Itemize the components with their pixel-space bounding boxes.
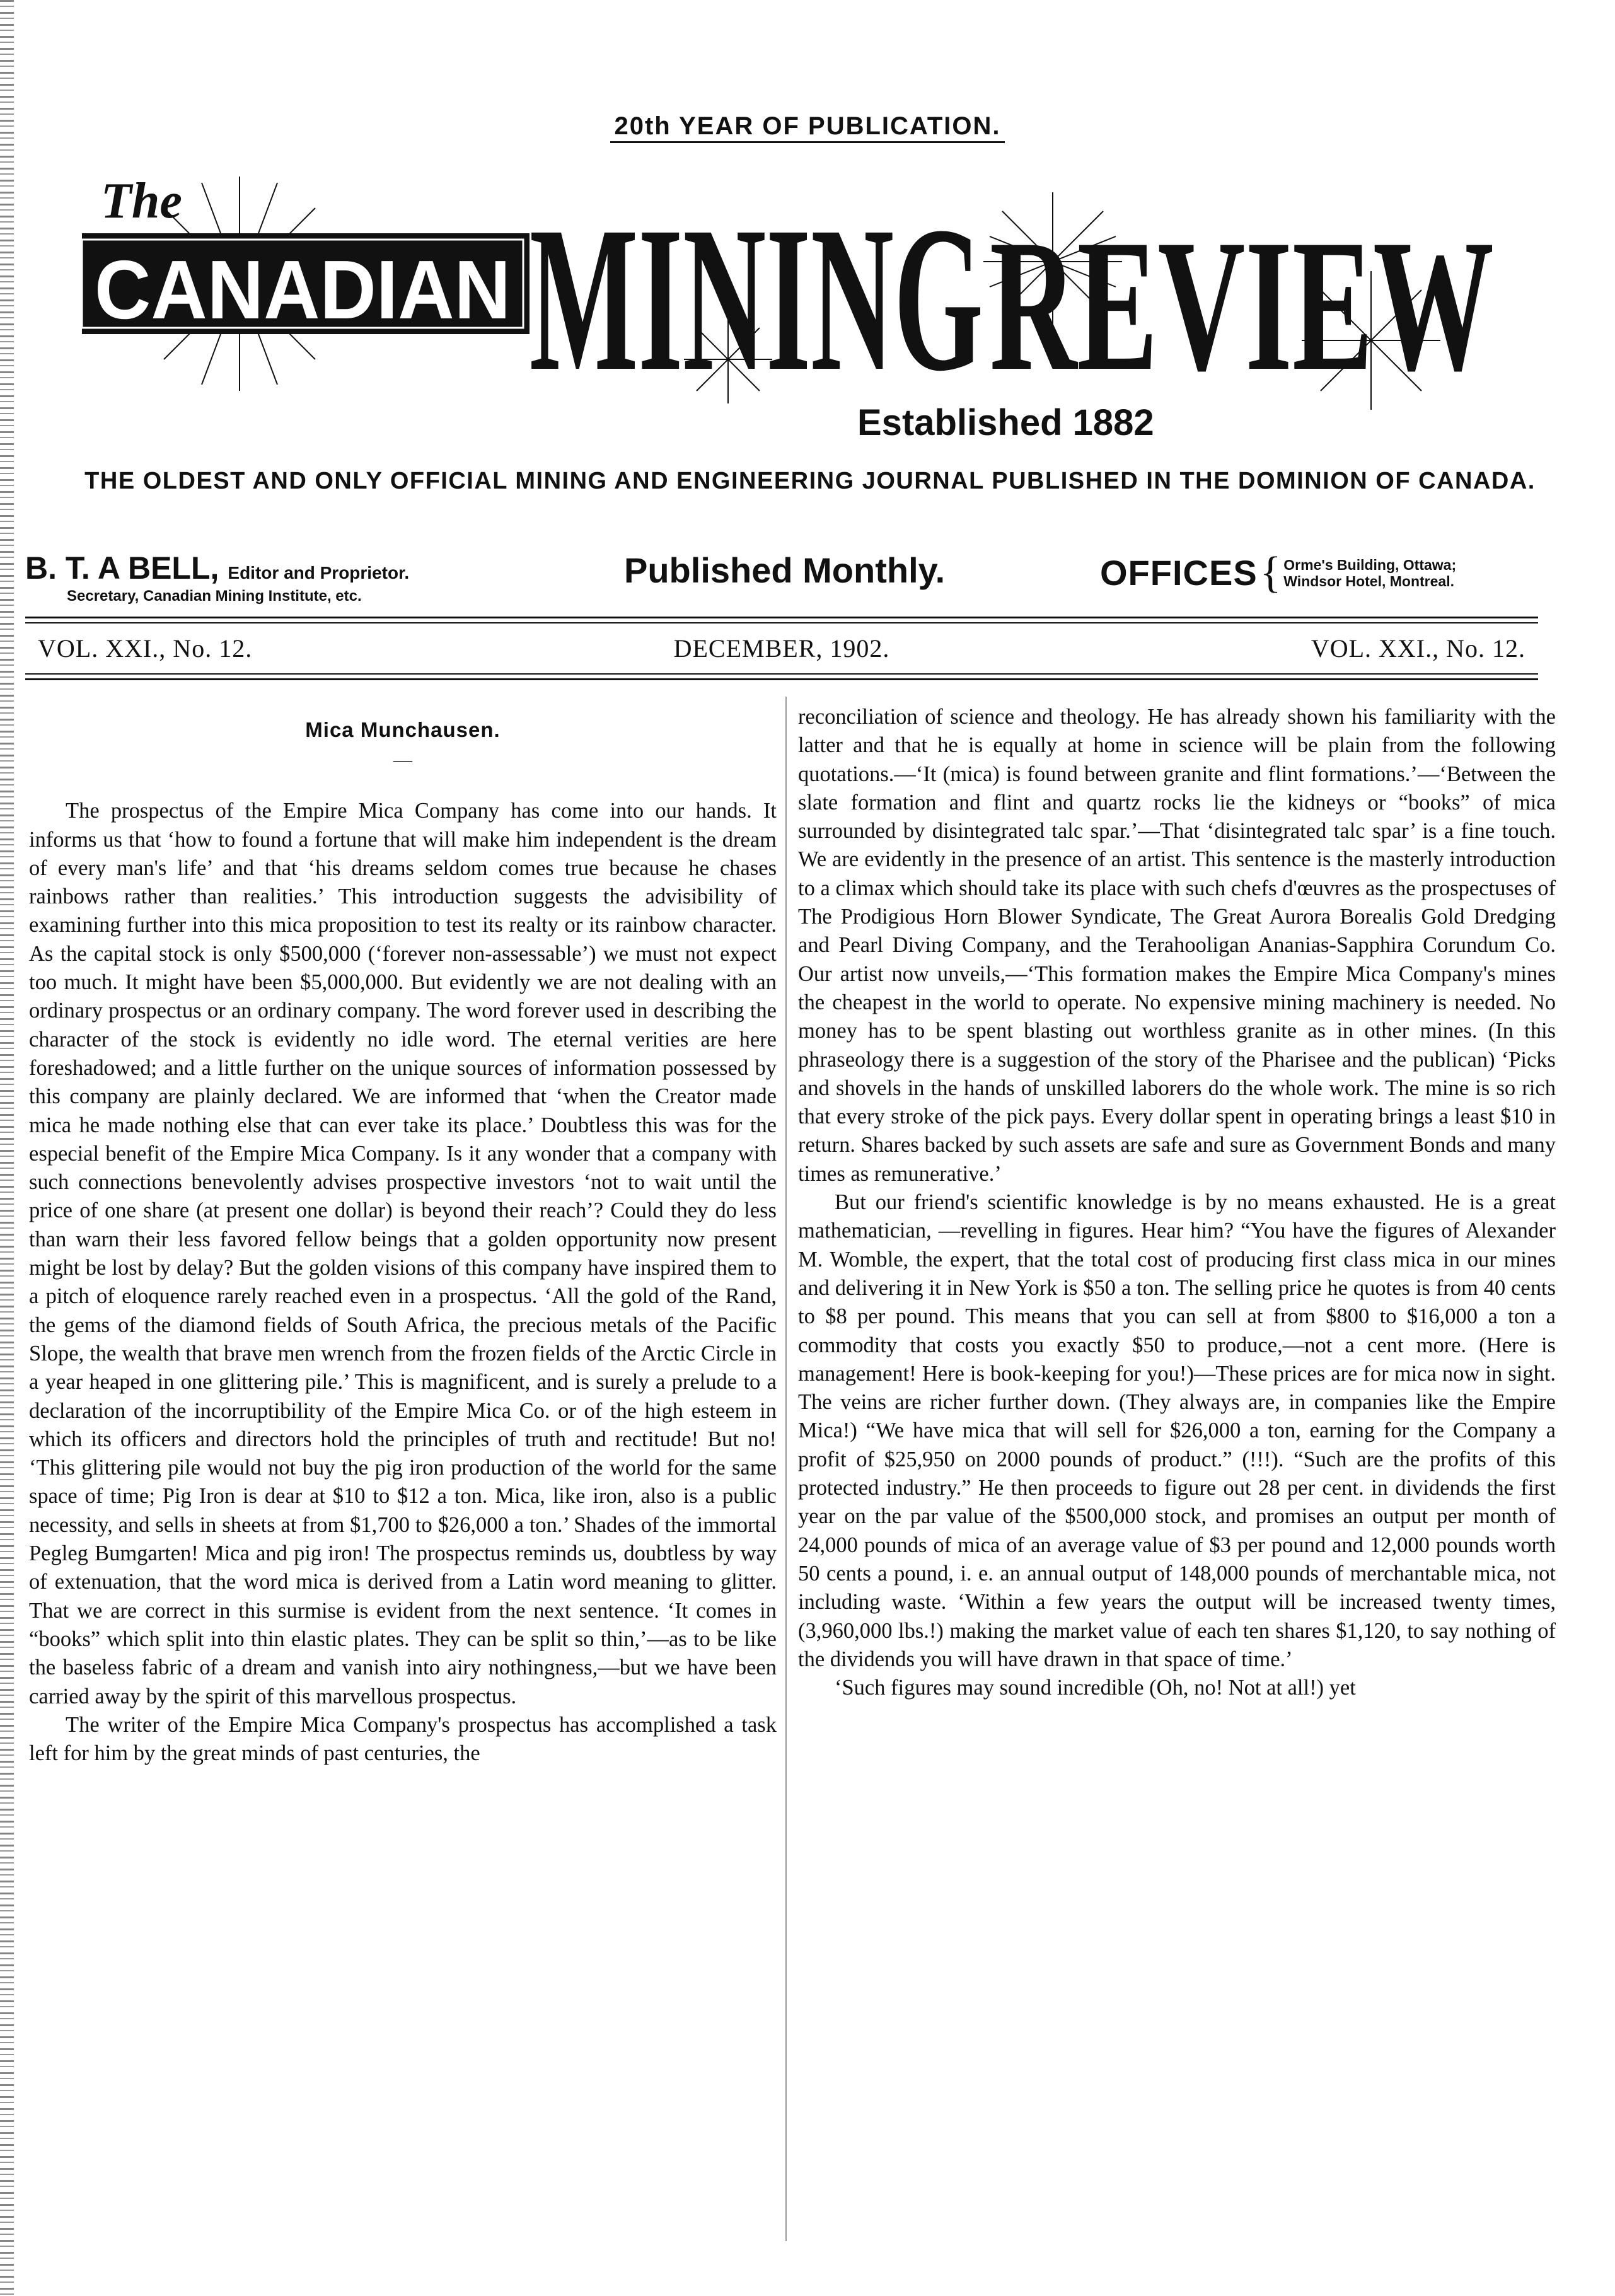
paragraph: The writer of the Empire Mica Company's prospectus has accomplished a task left for him by the great minds of past centuries, the	[29, 1712, 777, 1766]
masthead	[82, 151, 1538, 448]
offices-block	[1100, 548, 1457, 597]
column-divider	[785, 697, 787, 2241]
tagline: THE OLDEST AND ONLY OFFICIAL MINING AND ENGINEERING JOURNAL PUBLISHED IN THE DOMINION OF CANADA.	[84, 468, 1536, 494]
scan-edge	[0, 0, 14, 2296]
title-mining: MINING	[530, 184, 983, 414]
editor-secretary: Secretary, Canadian Mining Institute, etc.	[67, 588, 362, 605]
paragraph: reconciliation of science and theology. He has already shown his familiarity with the latter and that he is equally at home in science will be plain from the following quotations.—‘It (mica) is found between granite and flint formations.’—‘Between the slate formation and flint and quartz rocks lie the kidneys or “books” of mica surrounded by disintegrated talc spar.’—That ‘disintegrated talc spar’ is a fine touch. We are evidently in the presence of an artist. This sentence is the masterly introduction to a climax which should take its place with such chefs d'œuvres as the prospectuses of The Prodigious Horn Blower Syndicate, The Great Aurora Borealis Gold Dredging and Pearl Diving Company, and the Terahooligan Ananias-Sapphira Corundum Co. Our artist now unveils,—‘This formation makes the Empire Mica Company's mines the cheapest in the world to operate. No expensive mining machinery is needed. No money has to be spent blasting out worthless granite as in other mines. (In this phraseology there is a suggestion of the story of the Pharisee and the publican) ‘Picks and shovels in the hands of unskilled laborers do the whole work. The mine is so rich that every stroke of the pick pays. Every dollar spent in operating brings a least $10 in return. Shares backed by such assets are safe and sure as Government Bonds and many times as remunerative.’	[798, 705, 1556, 1186]
issue-date: DECEMBER, 1902.	[673, 634, 890, 663]
title-canadian: CANADIAN	[95, 243, 511, 336]
title-dash: —	[393, 750, 412, 771]
volume-right: VOL. XXI., No. 12.	[1311, 634, 1525, 663]
offices-brace: {	[1259, 548, 1282, 597]
established-year: Established 1882	[857, 402, 1154, 443]
issue-bar	[38, 634, 1525, 665]
rule-top-thin	[25, 622, 1538, 623]
editor-name: B. T. A BELL,	[25, 550, 219, 586]
editor-block	[25, 550, 409, 605]
article-column-1	[29, 703, 777, 1768]
volume-left: VOL. XXI., No. 12.	[38, 634, 253, 663]
masthead-logo	[82, 151, 1538, 448]
info-bar	[25, 550, 1538, 613]
office-montreal: Windsor Hotel, Montreal.	[1283, 572, 1454, 589]
publication-year-text: 20th YEAR OF PUBLICATION.	[610, 112, 1004, 143]
publication-year	[0, 112, 1615, 141]
rule-top-thick	[25, 617, 1538, 618]
title-the: The	[101, 173, 182, 229]
paragraph: ‘Such figures may sound incredible (Oh, no! Not at all!) yet	[835, 1676, 1356, 1700]
offices-label: OFFICES	[1100, 553, 1258, 593]
office-ottawa: Orme's Building, Ottawa;	[1283, 556, 1457, 573]
editor-role: Editor and Proprietor.	[228, 563, 410, 583]
article-title: Mica Munchausen.	[305, 718, 501, 741]
article-column-2	[798, 703, 1556, 1702]
paragraph: But our friend's scientific knowledge is by no means exhausted. He is a great mathematician, —revelling in figures. Hear him? “You have the figures of Alexander M. Womble, the expert, that the total cost of producing first class mica in our mines and delivering it in New York is $50 a ton. The selling price he quotes is from 40 cents to $8 per pound. This means that you can sell at from $800 to $16,000 a ton a commodity that costs you exactly $50 to produce,—not a cent more. (Here is management! Here is book-keeping for you!)—These prices are for mica now in sight. The veins are richer further down. (They always are, in companies like the Empire Mica!) “We have mica that will sell for $26,000 a ton, earning for the Company a profit of $25,950 on 2000 pounds of product.” (!!!). “Such are the profits of this protected industry.” He then proceeds to figure out 28 per cent. in dividends the first year on the par value of the $500,000 stock, and promises an output per month of 24,000 pounds of mica of an average value of $3 per pound and 12,000 pounds worth 50 cents a pound, i. e. an annual output of 148,000 pounds of merchantable mica, not including waste. ‘Within a few years the output will be increased twenty times, (3,960,000 lbs.!) making the market value of each ten shares $1,120, to say nothing of the dividends you will have drawn in that space of time.’	[798, 1190, 1556, 1671]
rule-bottom-thick	[25, 678, 1538, 680]
rule-bottom-thin	[25, 673, 1538, 675]
title-review: REVIEW	[990, 200, 1494, 410]
paragraph: The prospectus of the Empire Mica Company has come into our hands. It informs us that ‘how to found a fortune that will make him independent is the dream of every man's life’ and that ‘his dreams seldom comes true because he chases rainbows rather than realities.’ This introduction suggests the advisibility of examining further into this mica proposition to test its realty or its rainbow character. As the capital stock is only $500,000 (‘forever non-assessable’) we must not expect too much. It might have been $5,000,000. But evidently we are not dealing with an ordinary prospectus or an ordinary company. The word forever used in describing the character of the stock is evidently no idle word. The eternal verities are here foreshadowed; and a little further on the unique sources of information possessed by this company are plainly declared. We are informed that ‘when the Creator made mica he made nothing else that can ever take its place.’ Doubtless this was for the especial benefit of the Empire Mica Company. Is it any wonder that a company with such connections benevolently advises prospective investors ‘not to wait until the price of one share (at present one dollar) is beyond their reach’? Could they do less than warn their less favored fellow beings that a golden opportunity now present might be lost by delay? But the golden visions of this company have inspired them to a pitch of eloquence rarely reached even in a prospectus. ‘All the gold of the Rand, the gems of the diamond fields of South Africa, the precious metals of the Pacific Slope, the wealth that brave men wrench from the frozen fields of the Arctic Circle in a year heaped in one glittering pile.’ This is magnificent, and is surely a prelude to a declaration of the incorruptibility of the Empire Mica Co. or of the high esteem in which its officers and directors hold the principles of truth and rectitude! But no! ‘This glittering pile would not buy the pig iron production of the world for the same space of time; Pig Iron is dear at $10 to $12 a ton. Mica, like iron, also is a public necessity, and sells in sheets at from $1,700 to $26,000 a ton.’ Shades of the immortal Pegleg Bumgarten! Mica and pig iron! The prospectus reminds us, doubtless by way of extenuation, that the word mica is derived from a Latin word meaning to glitter. That we are correct in this surmise is evident from the next sentence. ‘It comes in “books” which split into thin elastic plates. They can be split so thin,’—as to be like the baseless fabric of a dream and vanish into airy nothingness,—but we have been carried away by the spirit of this marvellous prospectus.	[29, 799, 777, 1708]
offices-list	[1283, 557, 1456, 589]
publication-frequency: Published Monthly.	[624, 550, 946, 590]
